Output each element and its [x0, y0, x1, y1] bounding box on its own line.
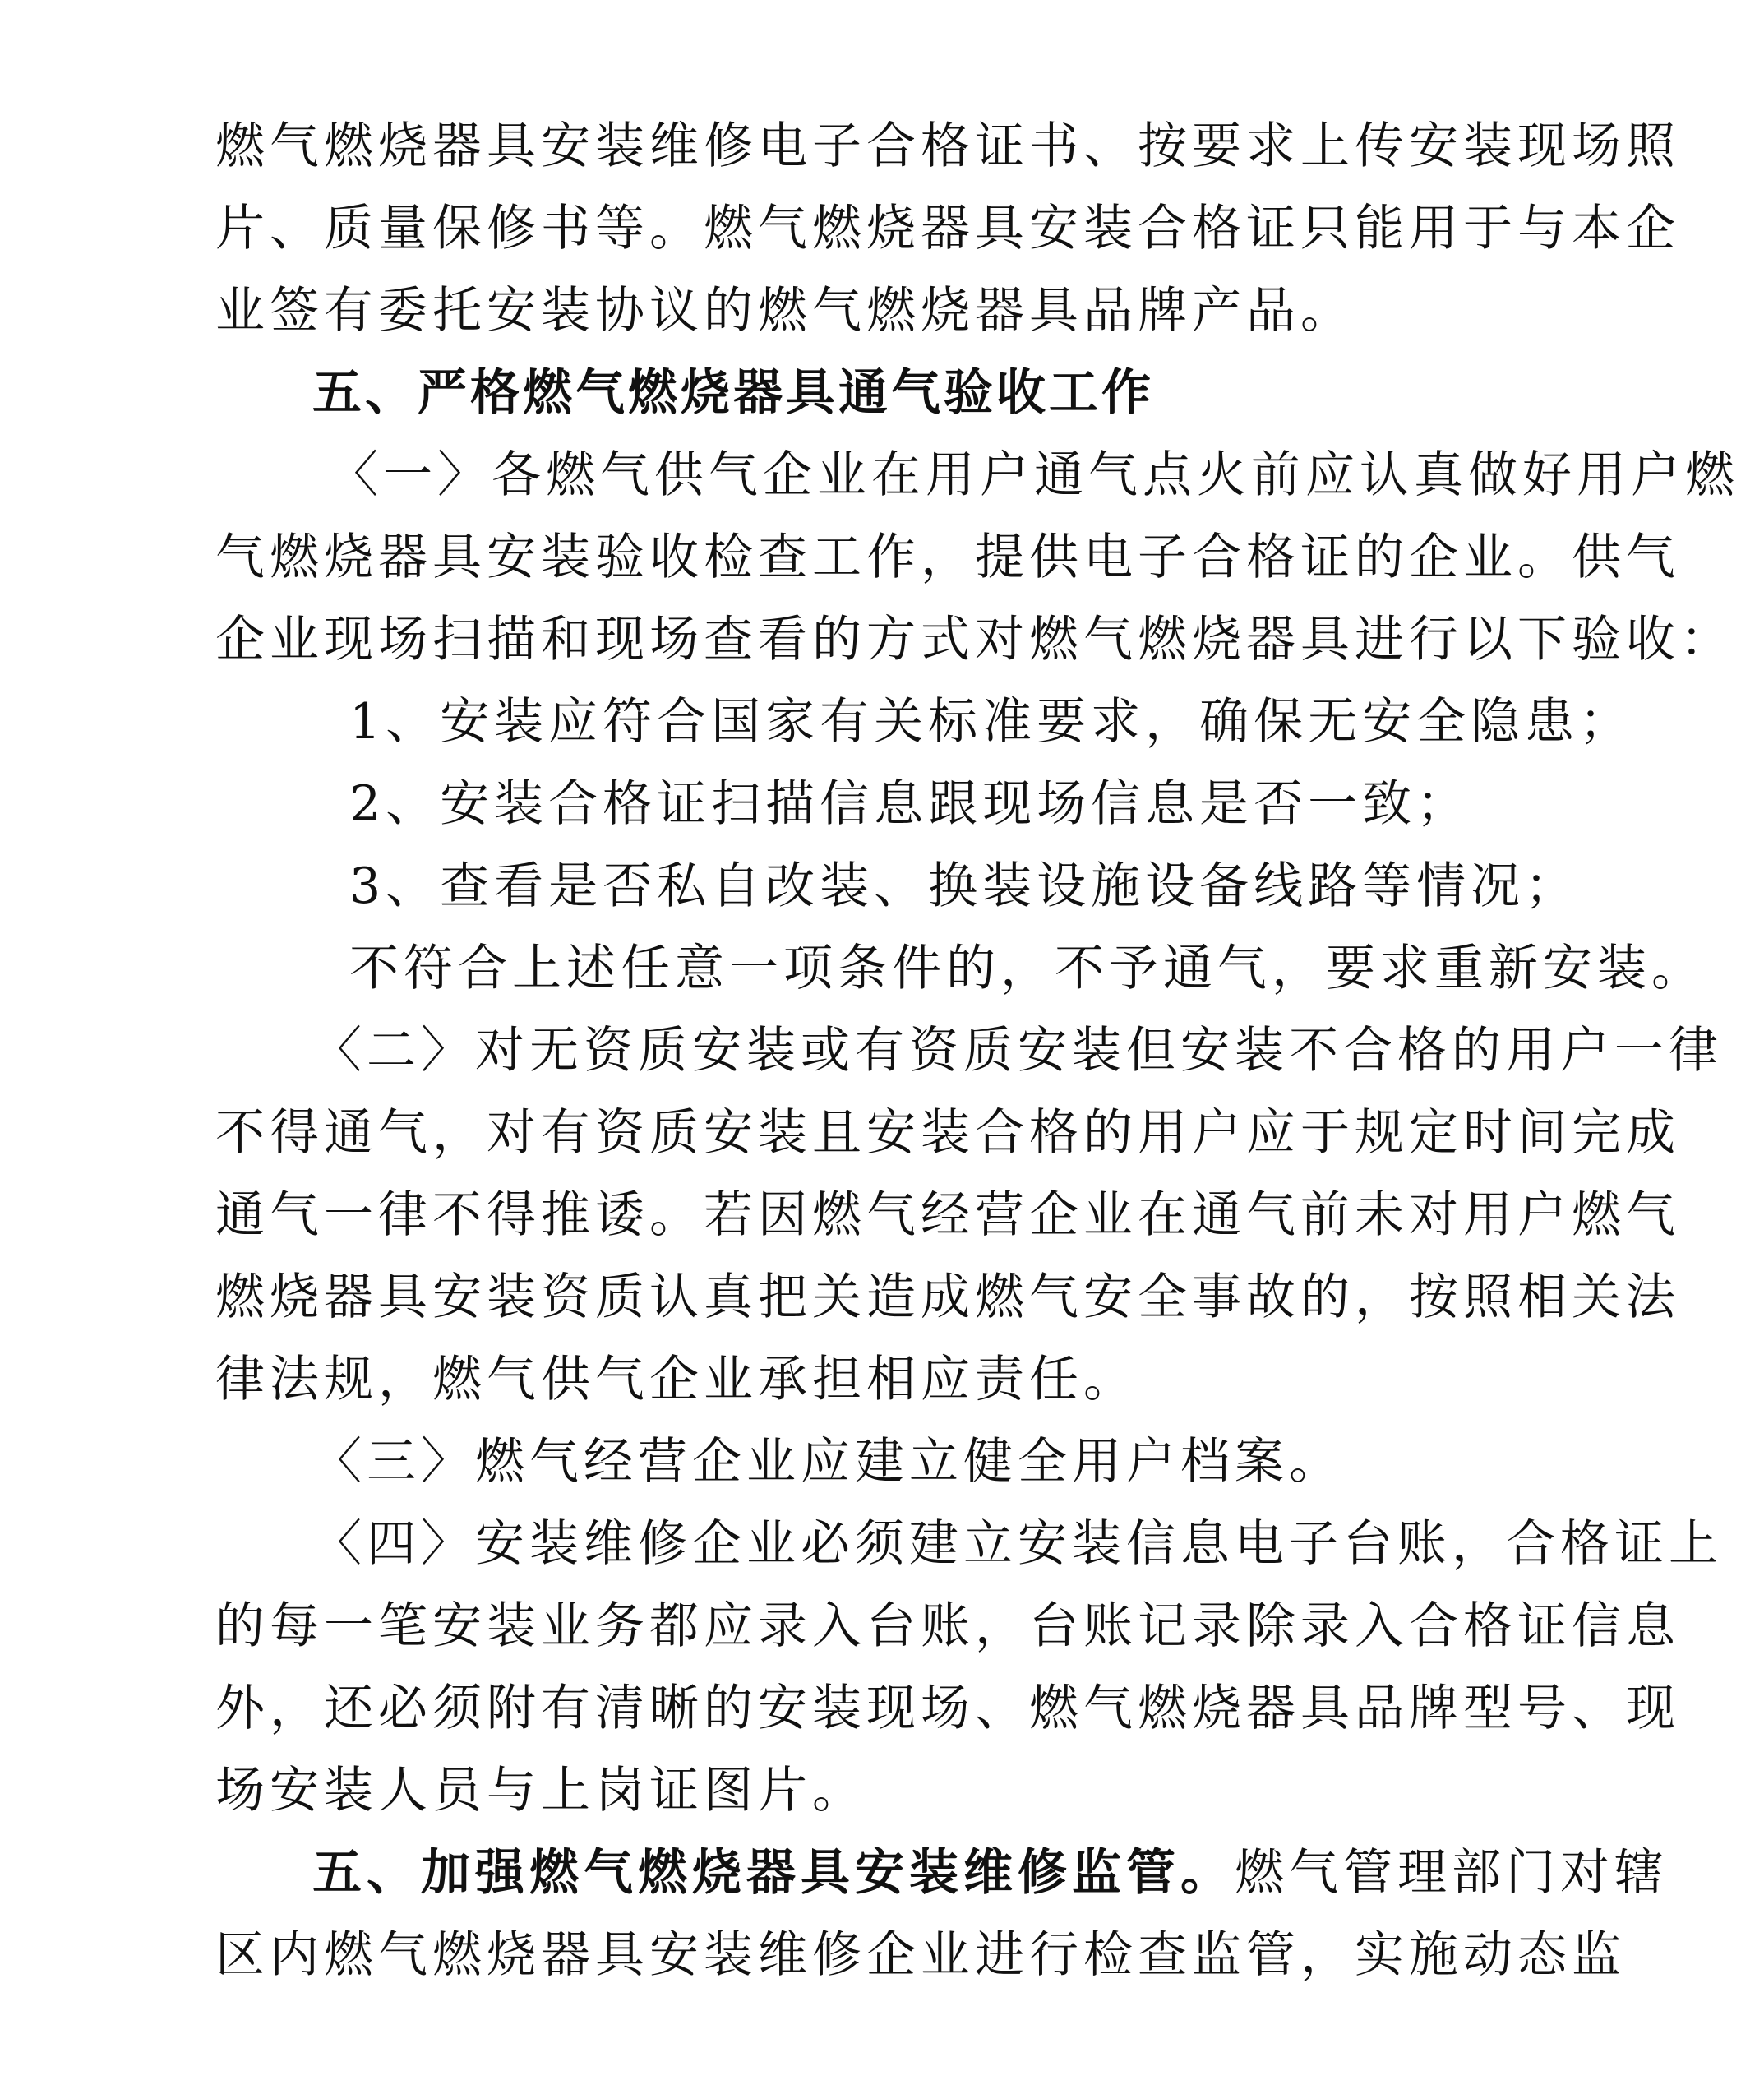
list-item: 2、安装合格证扫描信息跟现场信息是否一致；: [349, 775, 1471, 833]
paragraph-line: [312, 1832, 1669, 1914]
paragraph-line: 通气一律不得推诿。若因燃气经营企业在通气前未对用户燃气: [215, 1186, 1680, 1244]
paragraph-line: 区内燃气燃烧器具安装维修企业进行检查监管，实施动态监: [215, 1926, 1626, 1984]
paragraph-line: 〈四〉安装维修企业必须建立安装信息电子台账，合格证上: [312, 1515, 1723, 1573]
paragraph-text: 燃气管理部门对辖: [1235, 1844, 1669, 1902]
paragraph-line: 燃烧器具安装资质认真把关造成燃气安全事故的，按照相关法: [215, 1269, 1680, 1326]
paragraph-line: 企业现场扫描和现场查看的方式对燃气燃烧器具进行以下验收：: [215, 611, 1734, 668]
paragraph-line: 燃气燃烧器具安装维修电子合格证书、按要求上传安装现场照: [215, 118, 1680, 175]
paragraph-line: 气燃烧器具安装验收检查工作，提供电子合格证的企业。供气: [215, 529, 1680, 586]
paragraph-line: 〈二〉对无资质安装或有资质安装但安装不合格的用户一律: [312, 1022, 1723, 1079]
paragraph-line: 律法规，燃气供气企业承担相应责任。: [215, 1351, 1138, 1408]
section-heading: 五、严格燃气燃烧器具通气验收工作: [312, 364, 1154, 422]
list-item: 3、查看是否私自改装、换装设施设备线路等情况；: [349, 857, 1580, 915]
paragraph-line: 场安装人员与上岗证图片。: [215, 1762, 866, 1819]
paragraph-line: 〈一〉各燃气供气企业在用户通气点火前应认真做好用户燃: [329, 446, 1739, 504]
paragraph-line: 不得通气，对有资质安装且安装合格的用户应于规定时间完成: [215, 1104, 1680, 1162]
paragraph-line: 外，还必须附有清晰的安装现场、燃气燃烧器具品牌型号、现: [215, 1680, 1680, 1737]
list-item: 1、安装应符合国家有关标准要求，确保无安全隐患；: [349, 693, 1634, 751]
section-heading-inline: 五、加强燃气燃烧器具安装维修监管。: [312, 1844, 1235, 1902]
paragraph-line: 不符合上述任意一项条件的，不予通气，要求重新安装。: [349, 940, 1706, 997]
paragraph-line: 业签有委托安装协议的燃气燃烧器具品牌产品。: [215, 282, 1355, 340]
paragraph-line: 〈三〉燃气经营企业应建立健全用户档案。: [312, 1433, 1343, 1491]
paragraph-line: 片、质量保修书等。燃气燃烧器具安装合格证只能用于与本企: [215, 200, 1680, 257]
paragraph-line: 的每一笔安装业务都应录入台账，台账记录除录入合格证信息: [215, 1597, 1680, 1655]
